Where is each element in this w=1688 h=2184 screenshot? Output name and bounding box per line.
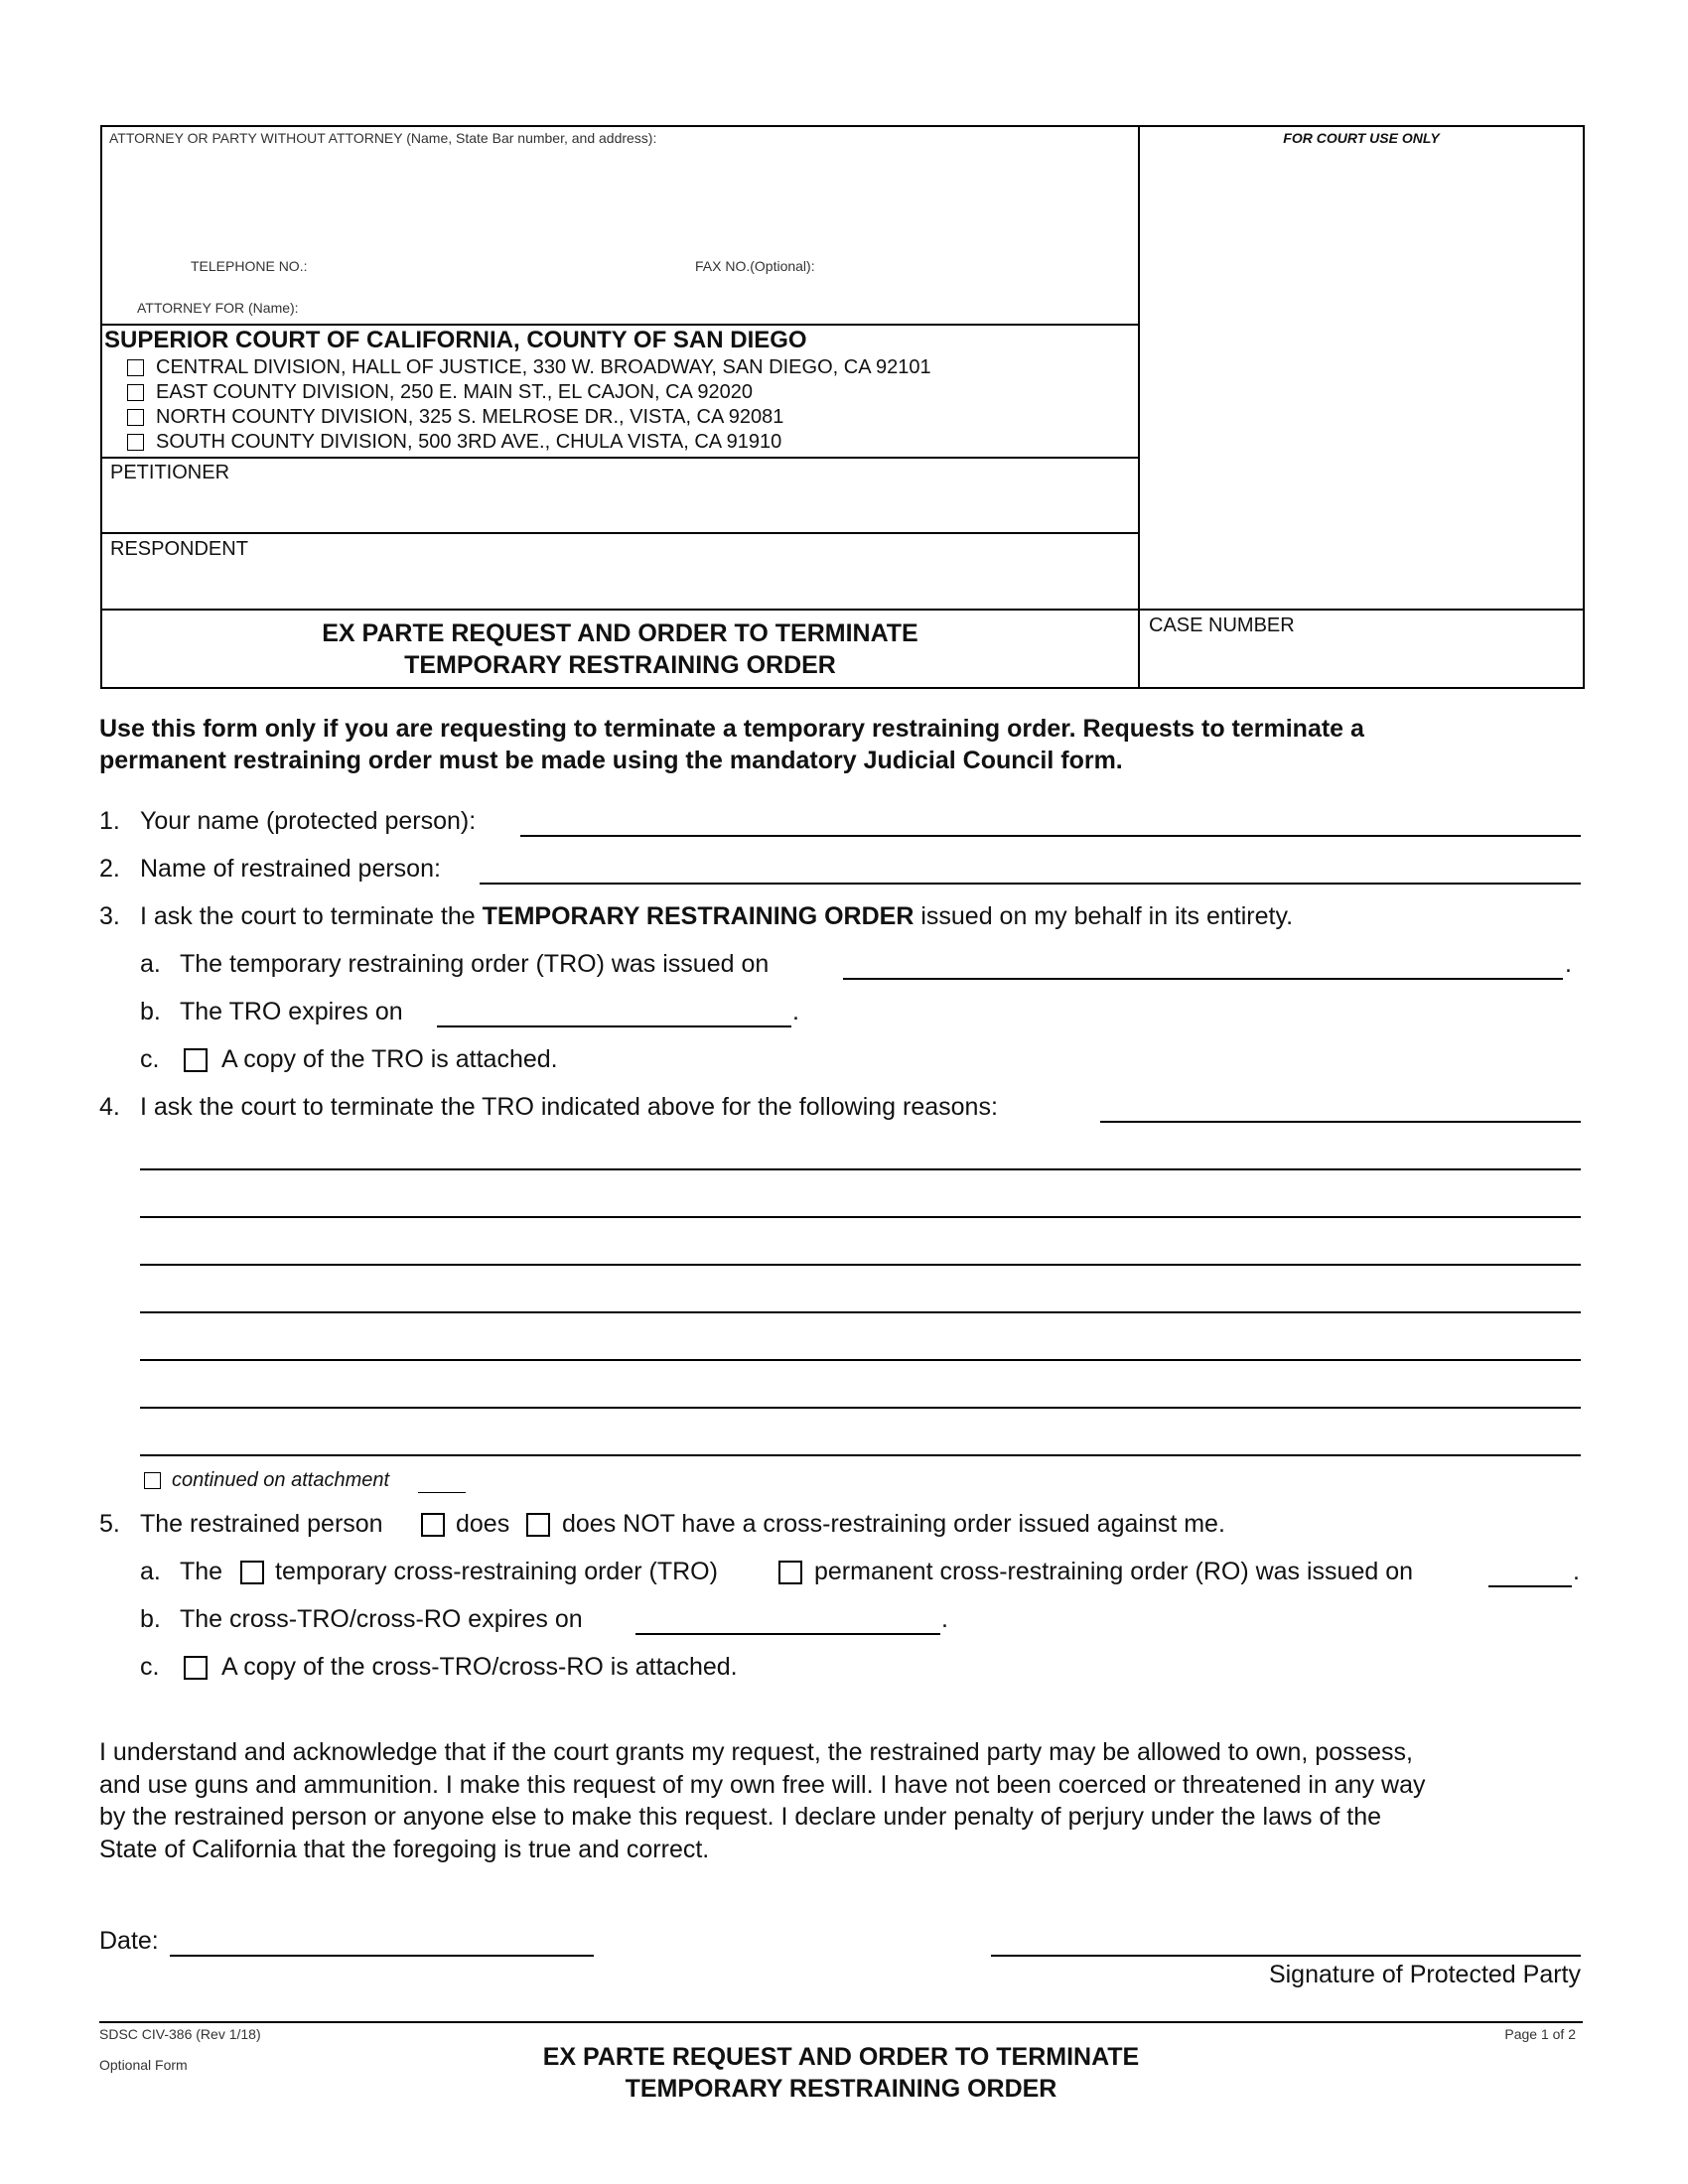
declaration-line3: by the restrained person or anyone else to make this request. I declare under penalty of perjury under the laws of the — [99, 1803, 1382, 1831]
item4-number: 4. — [99, 1093, 120, 1121]
temporary-cross-order-checkbox[interactable] — [240, 1561, 264, 1584]
page-number: Page 1 of 2 — [1504, 2026, 1576, 2042]
division-checkbox-east[interactable] — [127, 384, 144, 401]
cross-order-issued-date-field[interactable] — [1488, 1585, 1572, 1587]
continued-on-attachment-checkbox[interactable] — [144, 1472, 161, 1489]
signature-field[interactable] — [991, 1955, 1581, 1957]
date-field[interactable] — [170, 1955, 594, 1957]
item5b-letter: b. — [140, 1605, 161, 1633]
item3c-label: A copy of the TRO is attached. — [221, 1045, 558, 1073]
division-north: NORTH COUNTY DIVISION, 325 S. MELROSE DR., VISTA, CA 92081 — [156, 406, 784, 428]
division-east: EAST COUNTY DIVISION, 250 E. MAIN ST., EL CAJON, CA 92020 — [156, 381, 753, 403]
footer-title-line2: TEMPORARY RESTRAINING ORDER — [625, 2075, 1057, 2103]
item3a-label: The temporary restraining order (TRO) was issued on — [180, 950, 770, 978]
reasons-field-line-6[interactable] — [140, 1359, 1581, 1361]
reasons-field-line-5[interactable] — [140, 1311, 1581, 1313]
permanent-cross-order-checkbox[interactable] — [778, 1561, 802, 1584]
division-central: CENTRAL DIVISION, HALL OF JUSTICE, 330 W. BROADWAY, SAN DIEGO, CA 92101 — [156, 356, 931, 378]
fax-label: FAX NO.(Optional): — [695, 258, 815, 274]
item5c-label: A copy of the cross-TRO/cross-RO is attached. — [221, 1653, 738, 1681]
division-checkbox-south[interactable] — [127, 434, 144, 451]
declaration-line1: I understand and acknowledge that if the court grants my request, the restrained party may be allowed to own, possess, — [99, 1738, 1413, 1766]
intro-text — [99, 713, 1364, 776]
item3-text — [140, 902, 1293, 931]
item2-number: 2. — [99, 855, 120, 883]
attorney-label: ATTORNEY OR PARTY WITHOUT ATTORNEY (Name, State Bar number, and address): — [109, 130, 657, 146]
declaration-line2: and use guns and ammunition. I make this request of my own free will. I have not been coerced or threatened in any way — [99, 1770, 1426, 1799]
item5a-temp: temporary cross-restraining order (TRO) — [275, 1558, 718, 1585]
item3b-period: . — [792, 998, 799, 1025]
reasons-field-line-3[interactable] — [140, 1216, 1581, 1218]
reasons-field-line-1[interactable] — [1100, 1121, 1581, 1123]
item5a-the: The — [180, 1558, 223, 1585]
reasons-field-line-8[interactable] — [140, 1454, 1581, 1456]
division-checkbox-central[interactable] — [127, 359, 144, 376]
division-south: SOUTH COUNTY DIVISION, 500 3RD AVE., CHULA VISTA, CA 91910 — [156, 431, 782, 453]
tro-expires-date-field[interactable] — [437, 1025, 791, 1027]
intro-line2: permanent restraining order must be made using the mandatory Judicial Council form. — [99, 747, 1123, 774]
item3-pre: I ask the court to terminate the — [140, 902, 476, 930]
item3a-period: . — [1565, 950, 1572, 978]
footer-divider — [99, 2021, 1583, 2023]
footer-title-line1: EX PARTE REQUEST AND ORDER TO TERMINATE — [542, 2043, 1140, 2071]
item5-pre: The restrained person — [140, 1510, 383, 1538]
telephone-label: TELEPHONE NO.: — [191, 258, 308, 274]
reasons-field-line-7[interactable] — [140, 1407, 1581, 1409]
item5-does: does — [456, 1510, 510, 1538]
item5c-letter: c. — [140, 1653, 160, 1681]
court-name: SUPERIOR COURT OF CALIFORNIA, COUNTY OF SAN DIEGO — [104, 327, 807, 353]
item3-post: issued on my behalf in its entirety. — [920, 902, 1294, 930]
intro-line1: Use this form only if you are requesting to terminate a temporary restraining order. Requests to terminate a — [99, 715, 1364, 743]
date-label: Date: — [99, 1927, 159, 1955]
form-title-line2: TEMPORARY RESTRAINING ORDER — [404, 651, 836, 679]
court-use-label: FOR COURT USE ONLY — [1283, 130, 1440, 146]
item5-number: 5. — [99, 1510, 120, 1538]
item5b-period: . — [941, 1605, 948, 1633]
respondent-label: RESPONDENT — [110, 538, 248, 560]
tro-attached-checkbox[interactable] — [184, 1048, 208, 1072]
petitioner-label: PETITIONER — [110, 462, 230, 483]
footer-title — [99, 2041, 1583, 2105]
item4-label: I ask the court to terminate the TRO indicated above for the following reasons: — [140, 1093, 998, 1121]
item5-does-not: does NOT have a cross-restraining order issued against me. — [562, 1510, 1225, 1538]
declaration-line4: State of California that the foregoing is true and correct. — [99, 1835, 710, 1863]
item1-label: Your name (protected person): — [140, 807, 477, 835]
cross-order-attached-checkbox[interactable] — [184, 1656, 208, 1680]
item3c-letter: c. — [140, 1045, 160, 1073]
continued-attachment-field[interactable] — [418, 1492, 466, 1493]
item3-number: 3. — [99, 902, 120, 930]
form-id: SDSC CIV-386 (Rev 1/18) — [99, 2026, 261, 2042]
protected-person-name-field[interactable] — [520, 835, 1581, 837]
cross-order-expires-date-field[interactable] — [635, 1633, 940, 1635]
division-checkbox-north[interactable] — [127, 409, 144, 426]
item5a-perm: permanent cross-restraining order (RO) was issued on — [814, 1558, 1414, 1585]
restrained-person-name-field[interactable] — [480, 883, 1581, 885]
item2-label: Name of restrained person: — [140, 855, 441, 883]
item3b-label: The TRO expires on — [180, 998, 403, 1025]
cross-order-does-not-checkbox[interactable] — [526, 1513, 550, 1537]
declaration-text — [99, 1736, 1425, 1865]
optional-form-label: Optional Form — [99, 2057, 188, 2073]
item5b-label: The cross-TRO/cross-RO expires on — [180, 1605, 583, 1633]
case-number-label: CASE NUMBER — [1149, 614, 1295, 636]
reasons-field-line-2[interactable] — [140, 1168, 1581, 1170]
reasons-field-line-4[interactable] — [140, 1264, 1581, 1266]
item5a-letter: a. — [140, 1558, 161, 1585]
item3-bold: TEMPORARY RESTRAINING ORDER — [482, 902, 914, 930]
continued-label: continued on attachment — [172, 1469, 390, 1491]
form-title-line1: EX PARTE REQUEST AND ORDER TO TERMINATE — [322, 619, 918, 647]
item1-number: 1. — [99, 807, 120, 835]
signature-label: Signature of Protected Party — [1268, 1961, 1581, 1988]
form-title — [102, 617, 1138, 681]
item5a-period: . — [1573, 1558, 1580, 1585]
cross-order-does-checkbox[interactable] — [421, 1513, 445, 1537]
item3a-letter: a. — [140, 950, 161, 978]
attorney-for-label: ATTORNEY FOR (Name): — [137, 300, 299, 316]
item3b-letter: b. — [140, 998, 161, 1025]
tro-issued-date-field[interactable] — [843, 978, 1563, 980]
